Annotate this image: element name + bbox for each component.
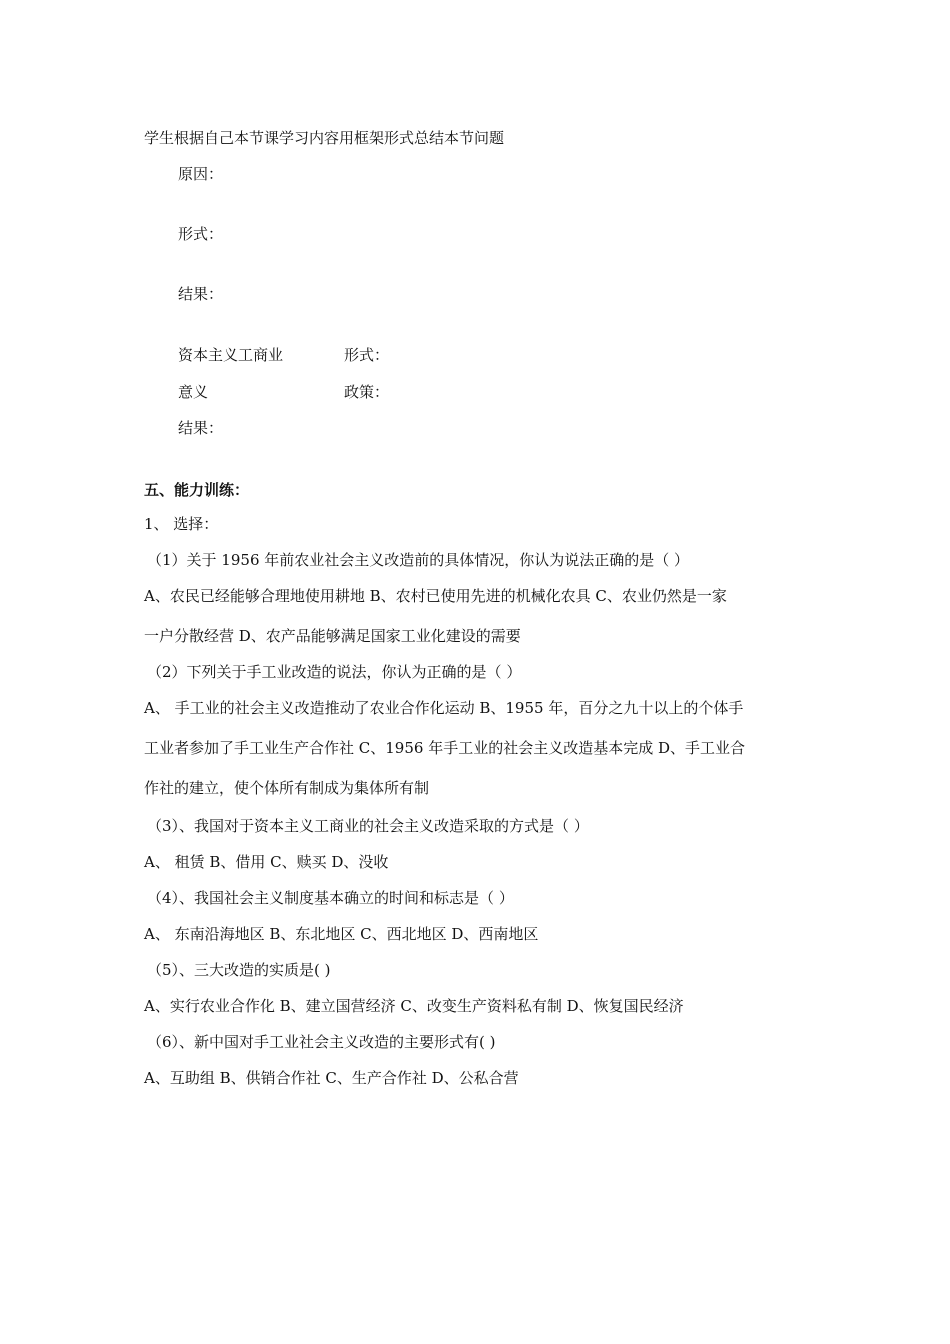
question-2-stem: （2）下列关于手工业改造的说法，你认为正确的是（ ） [147, 663, 522, 681]
agri-result-label: 结果： [178, 285, 224, 303]
capital-policy-label: 政策： [344, 383, 390, 401]
summary-intro: 学生根据自己本节课学习内容用框架形式总结本节问题 [144, 129, 505, 147]
agri-reason-label: 原因： [178, 165, 224, 183]
section-heading: 五、能力训练： [144, 481, 250, 499]
capital-result-label: 结果： [178, 419, 224, 437]
question-3-options: A、 租赁 B、借用 C、赎买 D、没收 [144, 853, 389, 871]
capital-form-label: 形式： [344, 346, 390, 364]
question-1-stem: （1）关于 1956 年前农业社会主义改造前的具体情况，你认为说法正确的是（ ） [147, 551, 690, 569]
question-3-stem: （3）、我国对于资本主义工商业的社会主义改造采取的方式是（ ） [147, 817, 589, 835]
question-1-options-line-1: A、农民已经能够合理地使用耕地 B、农村已使用先进的机械化农具 C、农业仍然是一家 [144, 587, 727, 605]
question-6-options: A、互助组 B、供销合作社 C、生产合作社 D、公私合营 [144, 1069, 519, 1087]
question-5-stem: （5）、三大改造的实质是( ) [147, 961, 331, 979]
capital-significance-label: 意义 [178, 383, 209, 401]
capital-title: 资本主义工商业 [178, 346, 284, 364]
question-6-stem: （6）、新中国对手工业社会主义改造的主要形式有( ) [147, 1033, 496, 1051]
question-4-stem: （4）、我国社会主义制度基本确立的时间和标志是（ ） [147, 889, 514, 907]
question-2-options-line-1: A、 手工业的社会主义改造推动了农业合作化运动 B、1955 年，百分之九十以上的个体手 [144, 699, 744, 717]
question-1-options-line-2: 一户分散经营 D、农产品能够满足国家工业化建设的需要 [144, 627, 521, 645]
question-2-options-line-3: 作社的建立，使个体所有制成为集体所有制 [144, 779, 430, 797]
item-1-label: 1、 选择： [144, 515, 219, 533]
question-4-options: A、 东南沿海地区 B、东北地区 C、西北地区 D、西南地区 [144, 925, 539, 943]
agri-form-label: 形式： [178, 225, 224, 243]
question-2-options-line-2: 工业者参加了手工业生产合作社 C、1956 年手工业的社会主义改造基本完成 D、手工业合 [144, 739, 745, 757]
question-5-options: A、实行农业合作化 B、建立国营经济 C、改变生产资料私有制 D、恢复国民经济 [144, 997, 684, 1015]
